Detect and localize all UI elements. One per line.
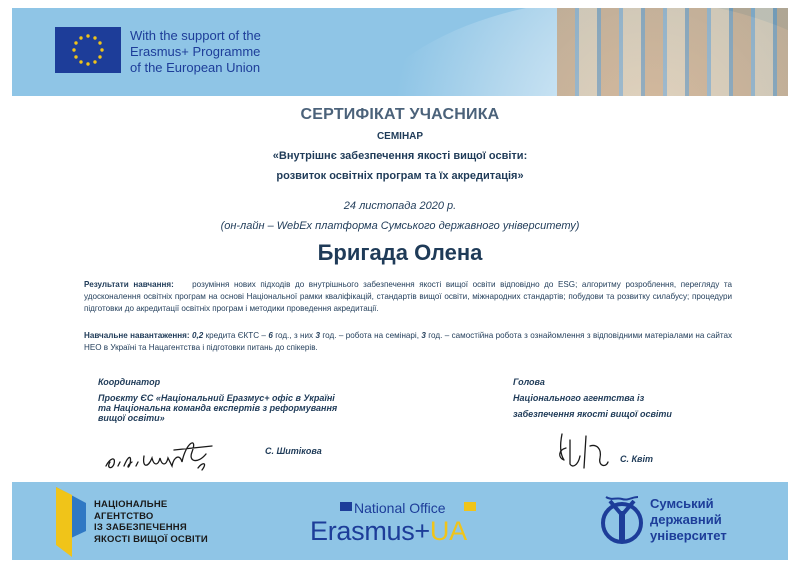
erasmus-wordmark xyxy=(310,516,467,547)
photo-mosaic-graphic xyxy=(557,8,788,96)
head-organization xyxy=(513,390,672,422)
workload-label: Навчальне навантаження: xyxy=(84,331,190,340)
coordinator-label: Координатор xyxy=(98,377,161,387)
ukraine-flag-blue-icon xyxy=(340,502,352,511)
head-name: С. Квіт xyxy=(620,454,653,464)
eu-mini-flag-icon xyxy=(464,502,476,511)
naqa-line-4: ЯКОСТІ ВИЩОЇ ОСВІТИ xyxy=(94,533,208,545)
eu-flag-icon xyxy=(55,27,121,73)
workload-credits: 0,2 xyxy=(191,331,204,340)
national-office-text: National Office xyxy=(354,500,446,516)
event-type: СЕМІНАР xyxy=(376,131,424,142)
head-signature xyxy=(556,432,612,477)
workload xyxy=(84,330,732,354)
naqa-name xyxy=(94,499,208,545)
sumdu-emblem-icon xyxy=(598,495,646,552)
top-banner xyxy=(12,8,788,96)
results-text: розуміння нових підходів до внутрішнього забезпечення якості вищої освіти відповідно до ESG; алгоритму розроблення, перегляду та удосконалення освітніх програм на основі Національної рамки кваліфікацій, стандартів вищої освіти, міжнародних стандартів; побудови та розвитку силабусу; процедури підготовки до акредитації освітніх програм і методики проведення акредитації. xyxy=(84,280,732,314)
workload-text-4: год. – самостійна робота з ознайомлення з відповідними матеріалами на сайтах НЕО в Україні та Нацагентства і підготовки питань до спікерів. xyxy=(84,331,733,353)
sumdu-line-3: університет xyxy=(650,528,727,543)
event-platform: (он-лайн – WebEx платформа Сумського державного університету) xyxy=(220,220,580,232)
workload-hours-total: 6 xyxy=(268,331,273,340)
learning-results xyxy=(84,279,732,316)
workload-text-3: год. – робота на семінарі, xyxy=(322,331,419,340)
eu-support-line-3: of the European Union xyxy=(130,60,261,75)
eu-support-line-2: Erasmus+ Programme xyxy=(130,44,261,59)
erasmus-ua-text: UA xyxy=(429,516,467,546)
workload-text-1: кредита ЄКТС – xyxy=(205,331,266,340)
results-label: Результати навчання: xyxy=(84,280,174,289)
erasmus-text: Erasmus+ xyxy=(310,516,430,546)
naqa-line-3: ІЗ ЗАБЕЗПЕЧЕННЯ xyxy=(94,522,187,533)
event-date: 24 листопада 2020 р. xyxy=(343,200,457,212)
coordinator-project-line-1: Проєкту ЄС «Національний Еразмус+ офіс в Україні xyxy=(98,393,335,403)
naqa-logo-icon xyxy=(54,485,88,560)
theme-line-2: розвиток освітніх програм та їх акредитація» xyxy=(276,170,524,182)
coordinator-project xyxy=(98,393,398,423)
coordinator-project-line-2: та Національна команда експертів з реформування xyxy=(98,403,338,413)
coordinator-name: С. Шитікова xyxy=(265,446,322,456)
head-label: Голова xyxy=(513,377,545,387)
coordinator-project-line-3: вищої освіти» xyxy=(98,413,165,423)
workload-hours-seminar: 3 xyxy=(315,331,320,340)
bottom-banner xyxy=(12,482,788,560)
eu-support-line-1: With the support of the xyxy=(130,28,261,43)
naqa-line-1: НАЦІОНАЛЬНЕ xyxy=(94,499,168,510)
sumdu-line-1: Сумський xyxy=(650,496,714,511)
head-org-line-1: Національного агентства із xyxy=(513,393,645,403)
eu-support-text xyxy=(130,28,261,76)
participant-name: Бригада Олена xyxy=(317,240,483,265)
sumdu-name xyxy=(650,496,727,544)
workload-text-2: год., з них xyxy=(275,331,314,340)
coordinator-signature xyxy=(102,432,232,481)
workload-hours-self: 3 xyxy=(421,331,426,340)
naqa-line-2: АГЕНТСТВО xyxy=(94,510,154,522)
head-org-line-2: забезпечення якості вищої освіти xyxy=(513,409,672,419)
certificate-title: СЕРТИФІКАТ УЧАСНИКА xyxy=(300,106,500,123)
sumdu-line-2: державний xyxy=(650,512,722,527)
theme-line-1: «Внутрішнє забезпечення якості вищої освіти: xyxy=(272,150,528,162)
